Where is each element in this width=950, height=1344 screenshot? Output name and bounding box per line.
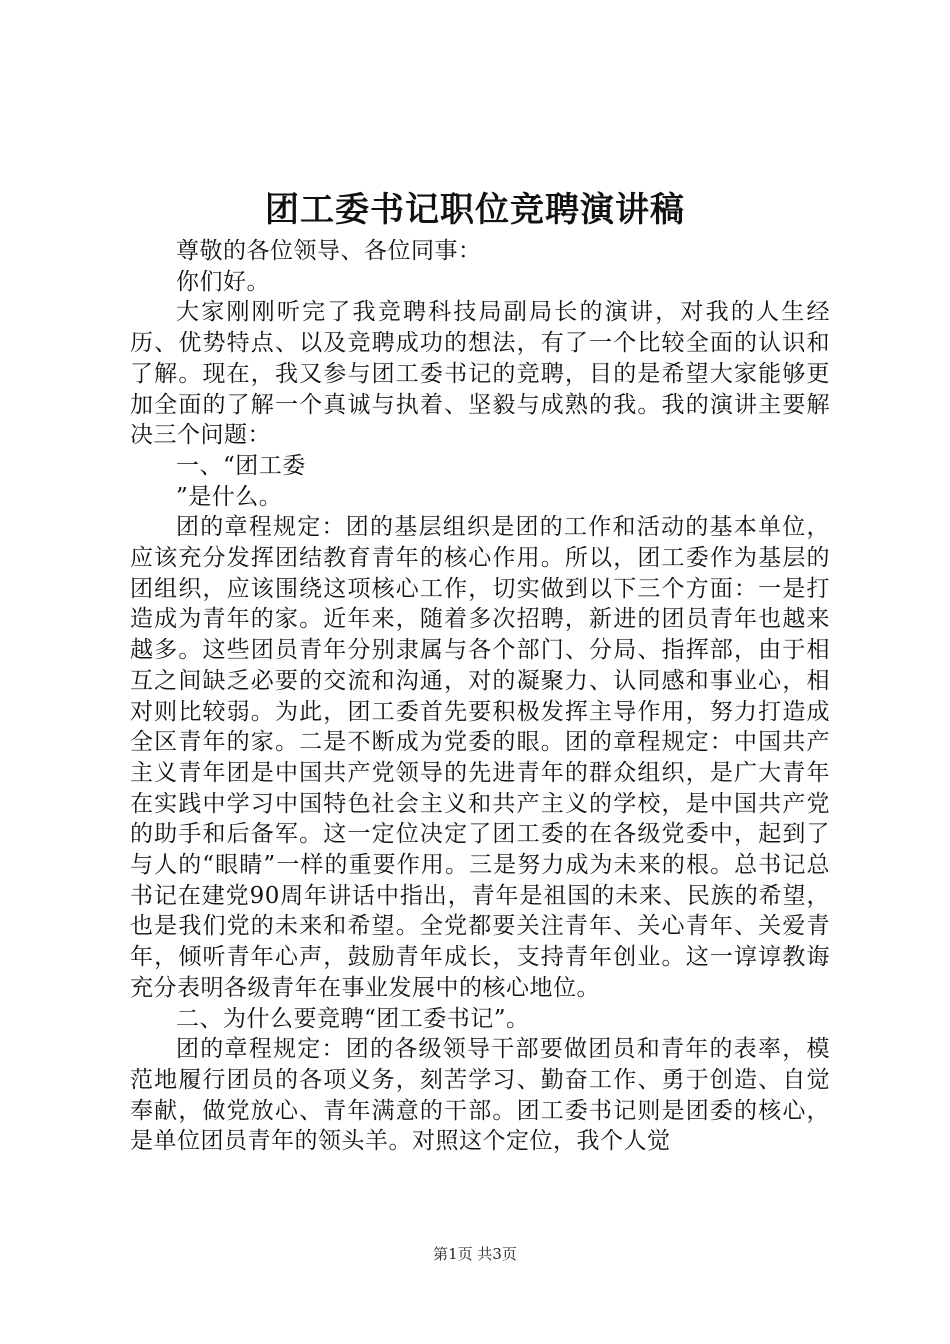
section-heading-1-continued: ”是什么。: [176, 483, 283, 510]
salutation: 尊敬的各位领导、各位同事：: [176, 238, 482, 264]
paragraph-section-1: 团的章程规定：团的基层组织是团的工作和活动的基本单位，应该充分发挥团结教育青年的核心作用。所以，团工委作为基层的团组织，应该围绕这项核心工作，切实做到以下三个方面：一是打造成为青年的家。近年来，随着多次招聘，新进的团员青年也越来越多。这些团员青年分别隶属与各个部门、分局、指挥部，由于相互之间缺乏必要的交流和沟通，对的凝聚力、认同感和事业心，相对则比较弱。为此，团工委首先要积极发挥主导作用，努力打造成全区青年的家。二是不断成为党委的眼。团的章程规定：中国共产主义青年团是中国共产党领导的先进青年的群众组织，是广大青年在实践中学习中国特色社会主义和共产主义的学校，是中国共产党的助手和后备军。这一定位决定了团工委的在各级党委中，起到了与人的“眼睛”一样的重要作用。三是努力成为未来的根。总书记总书记在建党90周年讲话中指出，青年是祖国的未来、民族的希望，也是我们党的未来和希望。全党都要关注青年、关心青年、关爱青年，倾听青年心声，鼓励青年成长，支持青年创业。这一谆谆教诲充分表明各级青年在事业发展中的核心地位。: [130, 514, 830, 1001]
paragraph-intro: 大家刚刚听完了我竞聘科技局副局长的演讲，对我的人生经历、优势特点、以及竞聘成功的想法，有了一个比较全面的认识和了解。现在，我又参与团工委书记的竞聘，目的是希望大家能够更加全面的了解一个真诚与执着、坚毅与成熟的我。我的演讲主要解决三个问题：: [130, 299, 830, 449]
document-title: 团工委书记职位竞聘演讲稿: [265, 190, 685, 230]
page-footer: 第1页 共3页: [433, 1245, 517, 1263]
paragraph-section-2: 团的章程规定：团的各级领导干部要做团员和青年的表率，模范地履行团员的各项义务，刻苦学习、勤奋工作、勇于创造、自觉奉献，做党放心、青年满意的干部。团工委书记则是团委的核心，是单位团员青年的领头羊。对照这个定位，我个人觉: [130, 1036, 830, 1155]
section-heading-1: 一、“团工委: [176, 452, 306, 479]
section-heading-2: 二、为什么要竞聘“团工委书记”。: [176, 1005, 530, 1032]
greeting: 你们好。: [176, 268, 270, 295]
document-body: [130, 236, 830, 1157]
